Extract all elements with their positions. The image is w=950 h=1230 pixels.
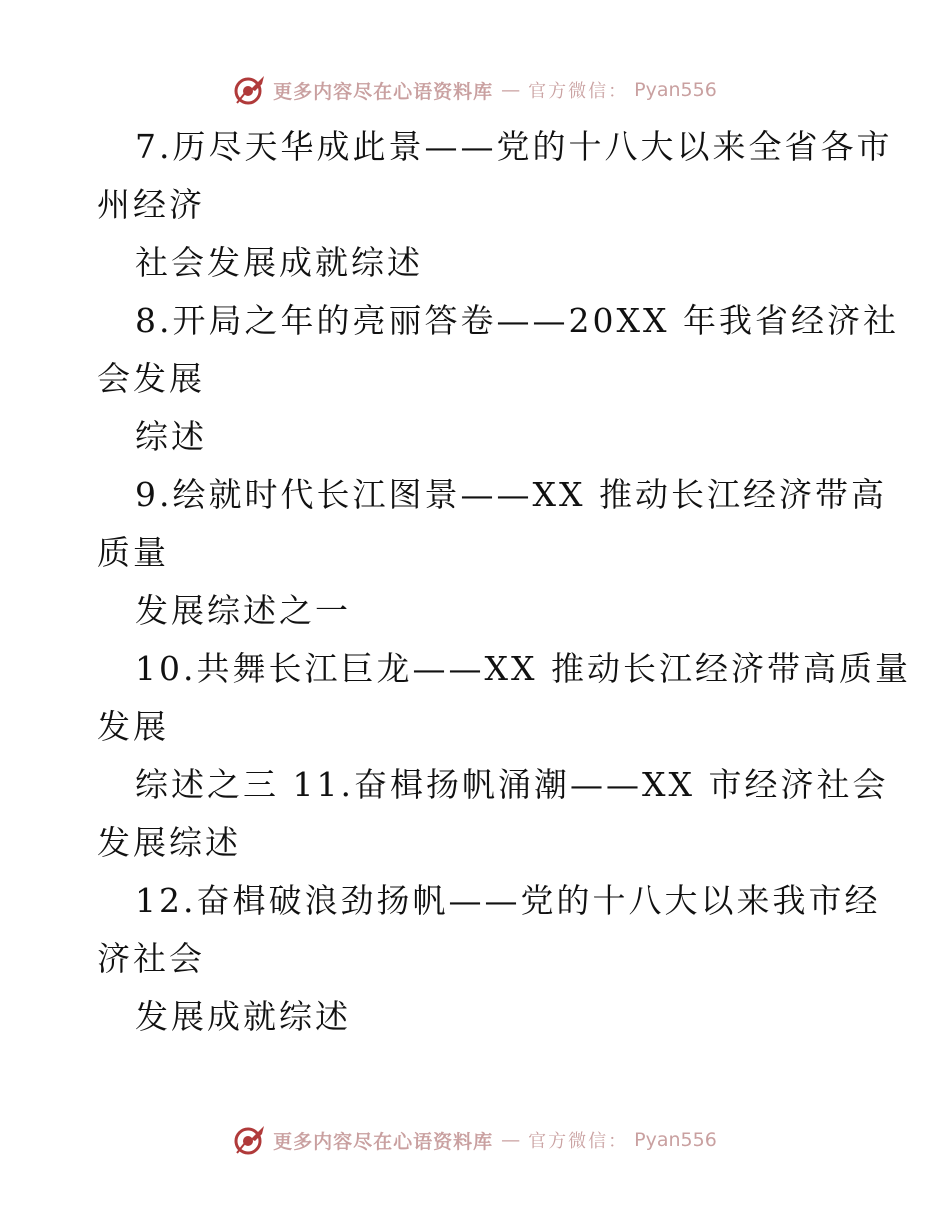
text-line: 9.绘就时代长江图景——XX 推动长江经济带高 [135, 475, 887, 514]
watermark-separator: — [501, 1129, 521, 1151]
text-line: 会发展 [97, 359, 205, 398]
text-line: 发展综述 [97, 823, 241, 862]
text-line: 7.历尽天华成此景——党的十八大以来全省各市 [135, 127, 893, 166]
text-line: 综述 [135, 417, 207, 456]
watermark-wechat-id: Pyan556 [634, 79, 717, 101]
text-line: 社会发展成就综述 [135, 243, 423, 282]
text-line: 州经济 [97, 185, 205, 224]
watermark-label: 官方微信： [528, 81, 629, 102]
text-line: 发展综述之一 [135, 591, 351, 630]
watermark-title: 更多内容尽在心语资料库 [273, 80, 494, 103]
watermark-title: 更多内容尽在心语资料库 [273, 1130, 494, 1153]
text-line: 发展成就综述 [135, 997, 351, 1036]
text-line: 综述之三 11.奋楫扬帆涌潮——XX 市经济社会 [135, 765, 889, 804]
watermark-label: 官方微信： [528, 1131, 629, 1152]
text-line: 12.奋楫破浪劲扬帆——党的十八大以来我市经 [135, 881, 881, 920]
footer-watermark [0, 1120, 950, 1160]
header-watermark [0, 70, 950, 110]
text-line: 10.共舞长江巨龙——XX 推动长江经济带高质量 [135, 649, 911, 688]
quill-logo-icon [233, 1123, 267, 1157]
text-line: 济社会 [97, 939, 205, 978]
text-line: 质量 [97, 533, 169, 572]
watermark-separator: — [501, 79, 521, 101]
text-line: 发展 [97, 707, 169, 746]
quill-logo-icon [233, 73, 267, 107]
text-line: 8.开局之年的亮丽答卷——20XX 年我省经济社 [135, 301, 899, 340]
watermark-wechat-id: Pyan556 [634, 1129, 717, 1151]
document-body [97, 118, 911, 1046]
